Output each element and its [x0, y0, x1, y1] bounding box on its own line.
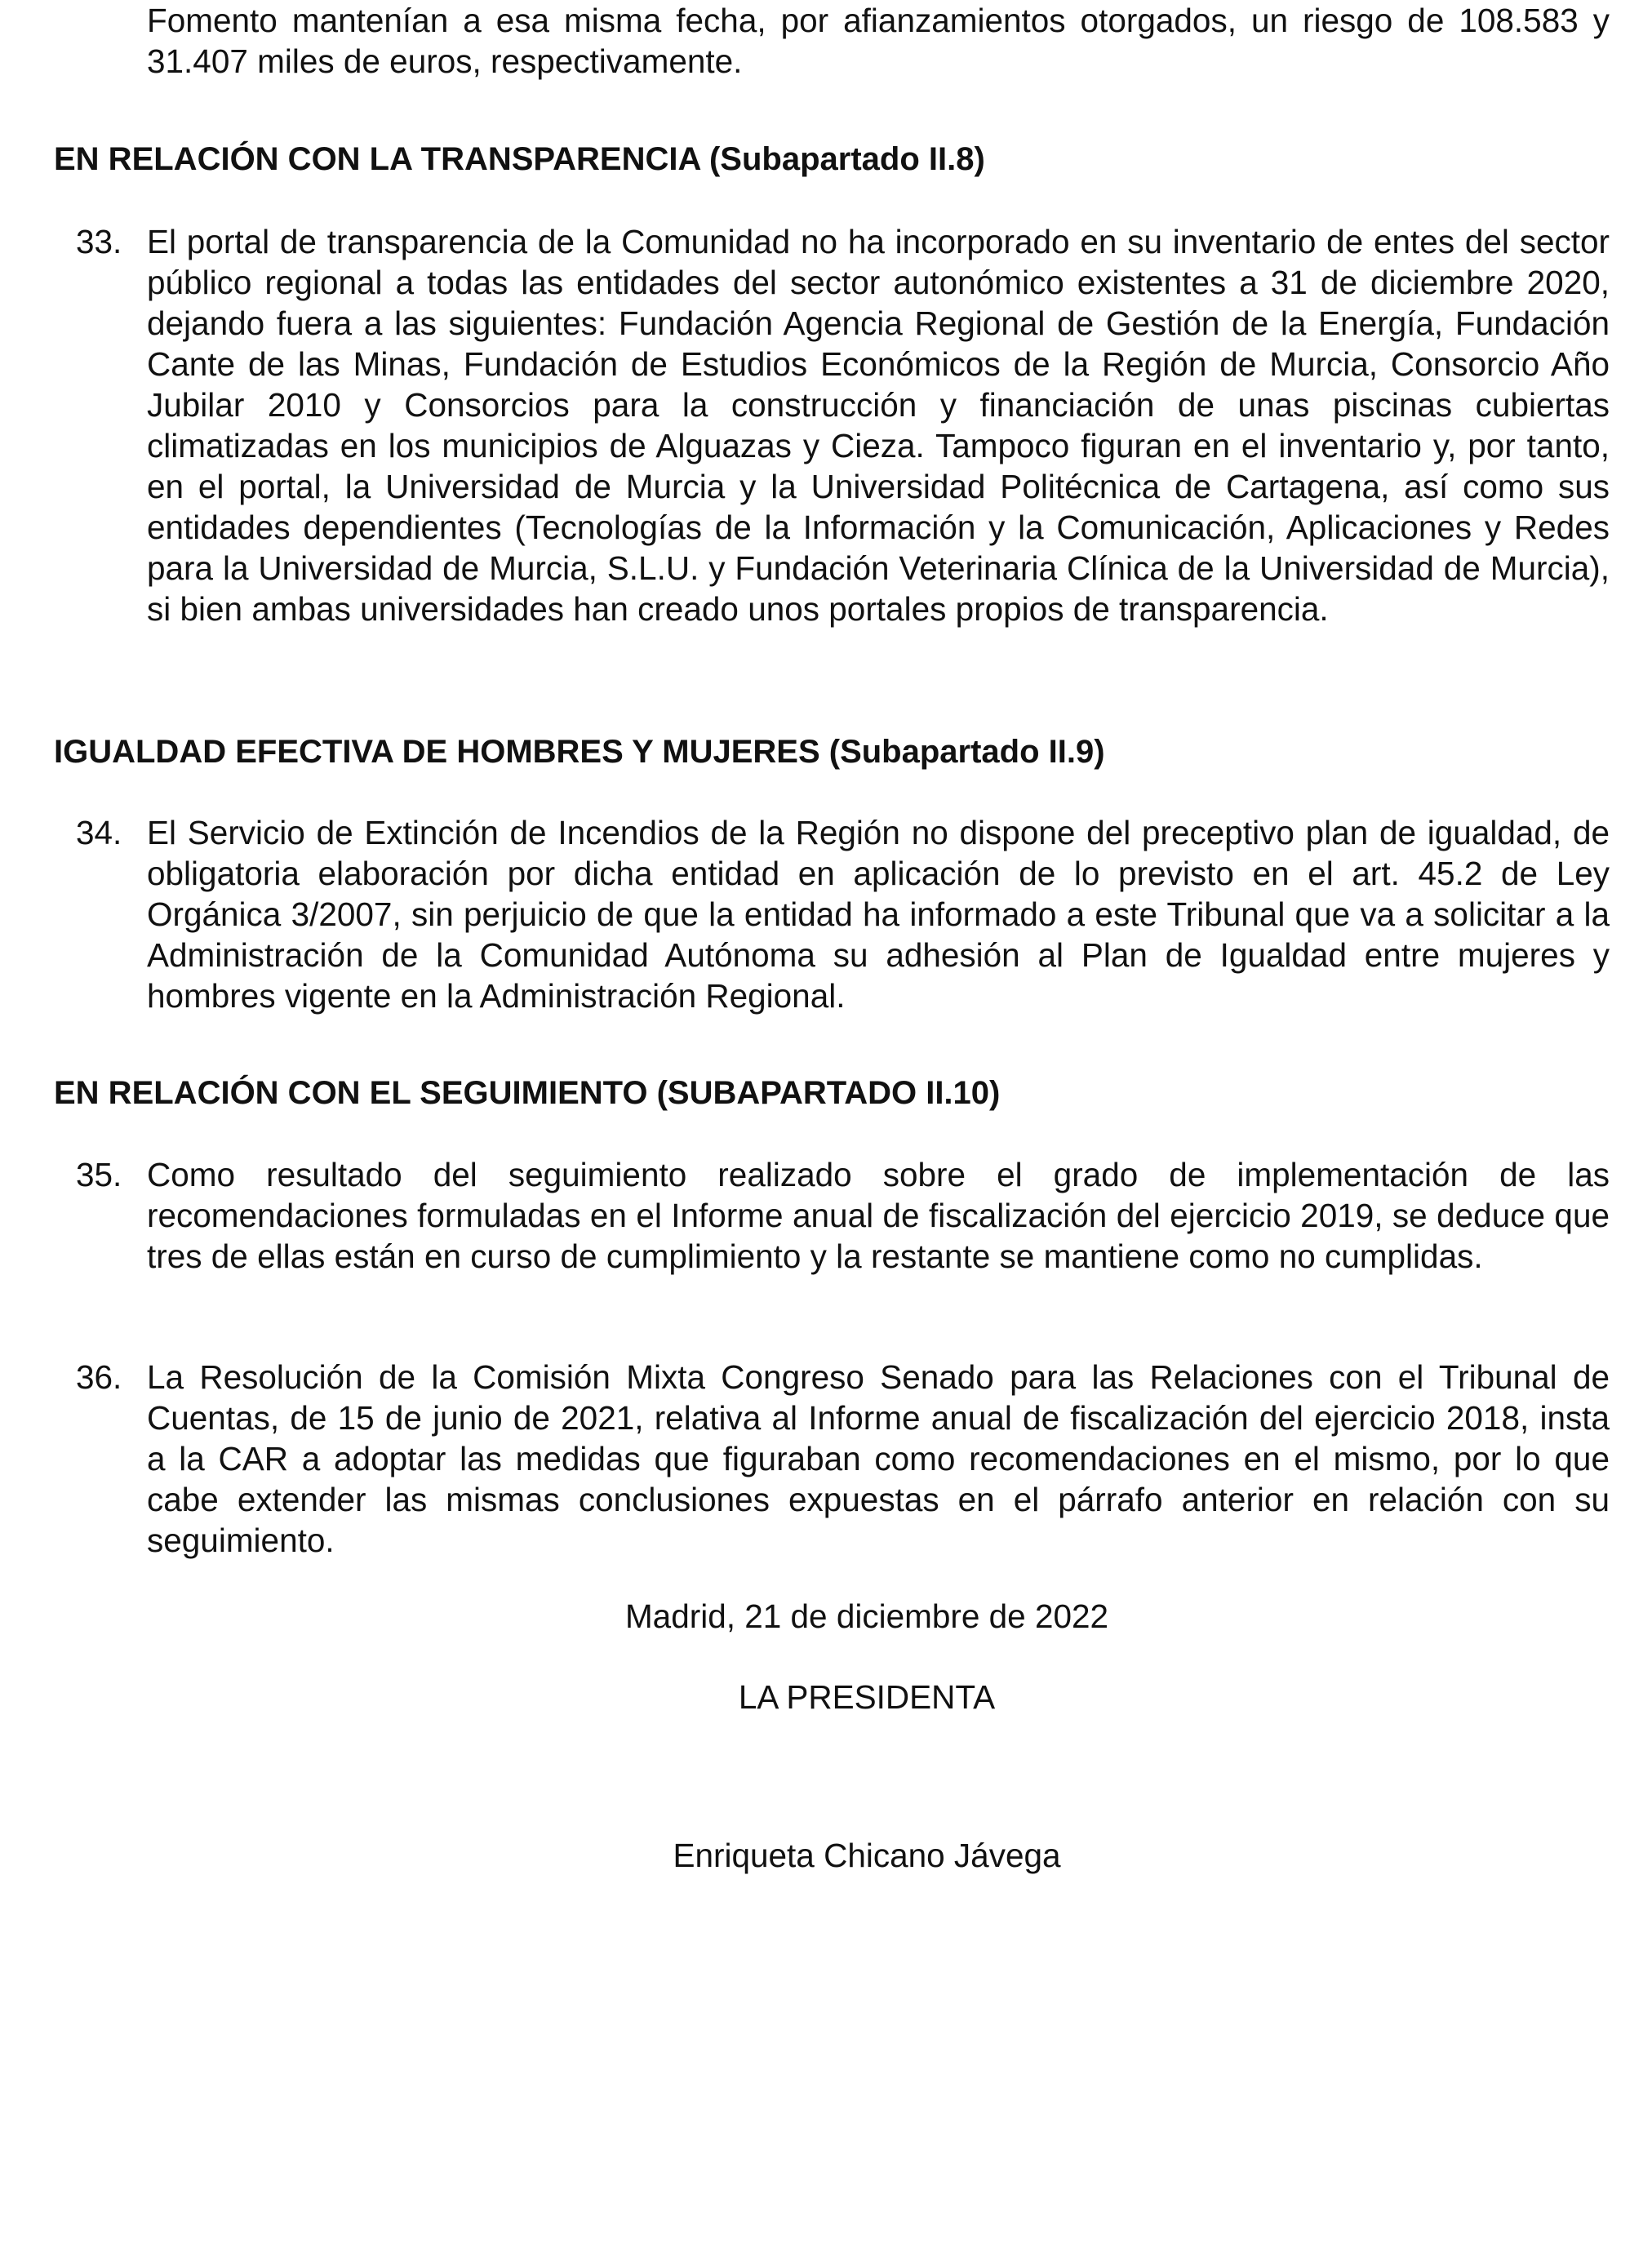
closing-title: LA PRESIDENTA: [738, 1678, 996, 1716]
paragraph-number: 33.: [76, 223, 122, 260]
section-heading-igualdad: IGUALDAD EFECTIVA DE HOMBRES Y MUJERES (Subapartado II.9): [54, 734, 1105, 770]
paragraph-text: Como resultado del seguimiento realizado sobre el grado de implementación de las recomendaciones formuladas en el Informe anual de fiscalización del ejercicio 2019, se deduce que tres de ellas están en curso de cumplimiento y la restante se mantiene como no cumplidas.: [147, 1156, 1610, 1275]
paragraph-text: La Resolución de la Comisión Mixta Congreso Senado para las Relaciones con el Tribunal de Cuentas, de 15 de junio de 2021, relativa al Informe anual de fiscalización del ejercicio 2018, insta a la CAR a adoptar las medidas que figuraban como recomendaciones en el mismo, por lo que cabe extender las mismas conclusiones expuestas en el párrafo anterior en relación con su seguimiento.: [147, 1358, 1610, 1559]
section-heading-transparencia: EN RELACIÓN CON LA TRANSPARENCIA (Subapartado II.8): [54, 141, 985, 177]
paragraph-number: 36.: [76, 1358, 122, 1396]
paragraph-33: [54, 221, 1610, 629]
paragraph-number: 34.: [76, 814, 122, 851]
section-heading-seguimiento: EN RELACIÓN CON EL SEGUIMIENTO (SUBAPARTADO II.10): [54, 1075, 1001, 1111]
paragraph-number: 35.: [76, 1156, 122, 1193]
paragraph-34: [54, 812, 1610, 1016]
paragraph-text: El Servicio de Extinción de Incendios de la Región no dispone del preceptivo plan de igualdad, de obligatoria elaboración por dicha entidad en aplicación de lo previsto en el art. 45.2 de Ley Orgánica 3/2007, sin perjuicio de que la entidad ha informado a este Tribunal que va a solicitar a la Administración de la Comunidad Autónoma su adhesión al Plan de Igualdad entre mujeres y hombres vigente en la Administración Regional.: [147, 814, 1610, 1015]
paragraph-35: [54, 1154, 1610, 1277]
paragraph-text: El portal de transparencia de la Comunidad no ha incorporado en su inventario de entes del sector público regional a todas las entidades del sector autonómico existentes a 31 de diciembre 2020, dejando fuera a las siguientes: Fundación Agencia Regional de Gestión de la Energía, Fundación Cante de las Minas, Fundación de Estudios Económicos de la Región de Murcia, Consorcio Año Jubilar 2010 y Consorcios para la construcción y financiación de unas piscinas cubiertas climatizadas en los municipios de Alguazas y Cieza. Tampoco figuran en el inventario y, por tanto, en el portal, la Universidad de Murcia y la Universidad Politécnica de Cartagena, así como sus entidades dependientes (Tecnologías de la Información y la Comunicación, Aplicaciones y Redes para la Universidad de Murcia, S.L.U. y Fundación Veterinaria Clínica de la Universidad de Murcia), si bien ambas universidades han creado unos portales propios de transparencia.: [147, 223, 1610, 628]
closing-place-date: Madrid, 21 de diciembre de 2022: [624, 1597, 1109, 1635]
paragraph-36: [54, 1357, 1610, 1561]
signatory-name: Enriqueta Chicano Jávega: [673, 1837, 1061, 1874]
continuation-paragraph: Fomento mantenían a esa misma fecha, por afianzamientos otorgados, un riesgo de 108.583 y 31.407 miles de euros, respectivamente.: [147, 2, 1610, 80]
